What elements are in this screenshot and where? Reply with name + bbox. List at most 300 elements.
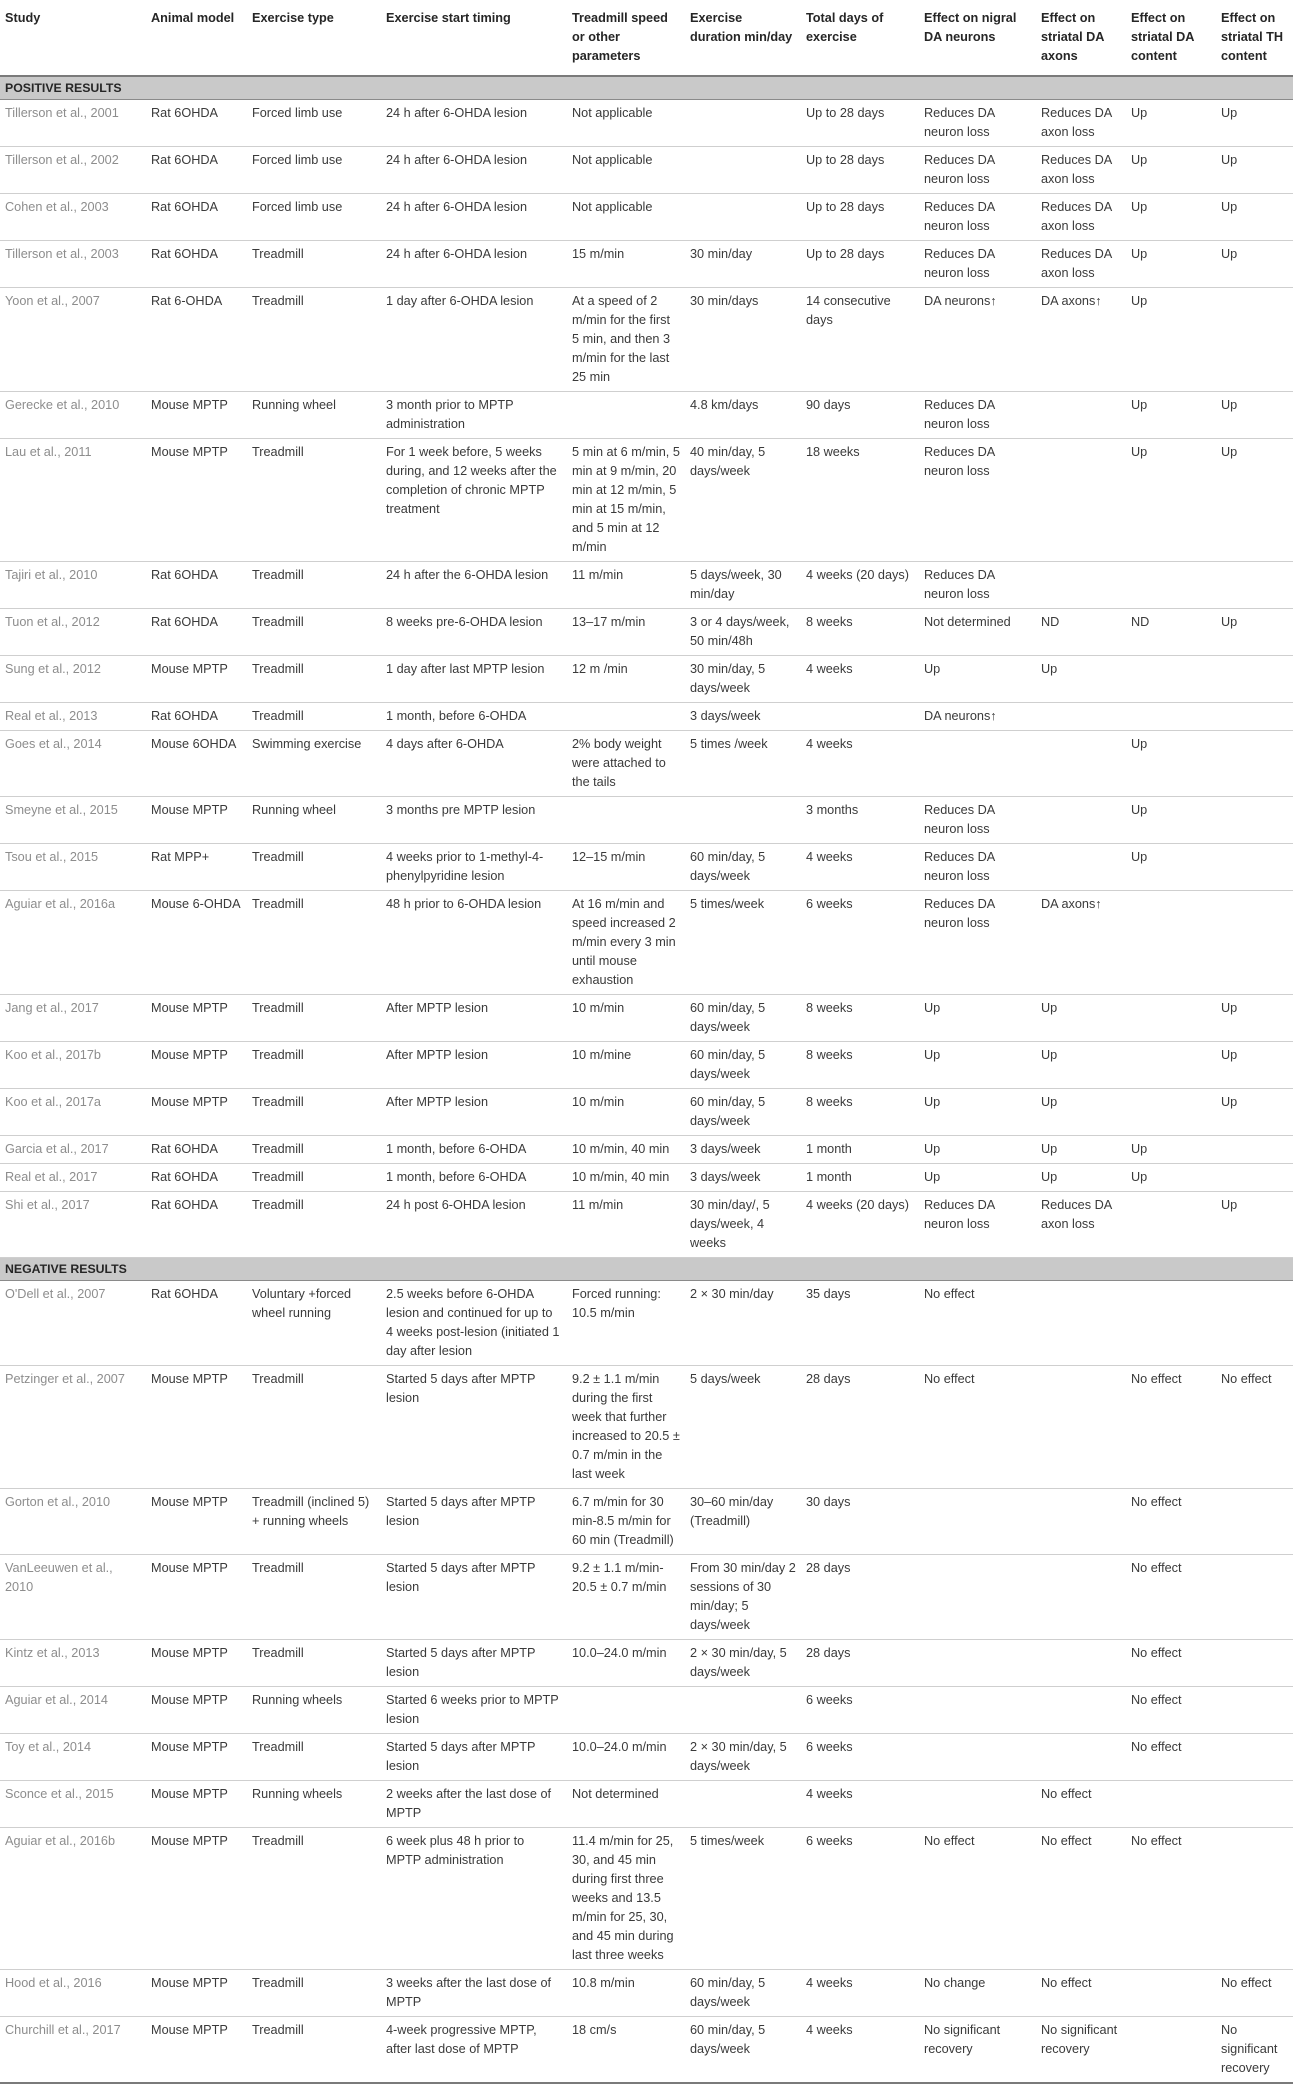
table-cell xyxy=(685,797,801,844)
table-cell xyxy=(1216,1687,1293,1734)
table-cell: 60 min/day, 5 days/week xyxy=(685,1970,801,2017)
table-cell: Up xyxy=(1216,609,1293,656)
table-cell: Reduces DA neuron loss xyxy=(919,241,1036,288)
section-header-row xyxy=(0,1258,1293,1281)
table-cell: Reduces DA axon loss xyxy=(1036,194,1126,241)
table-cell: Started 5 days after MPTP lesion xyxy=(381,1366,567,1489)
table-cell: Up xyxy=(1126,439,1216,562)
table-cell: Mouse MPTP xyxy=(146,1970,247,2017)
table-cell: Up xyxy=(1216,439,1293,562)
table-cell: Mouse MPTP xyxy=(146,1640,247,1687)
table-cell: Up xyxy=(919,1042,1036,1089)
table-cell: 3 days/week xyxy=(685,703,801,731)
table-cell xyxy=(1126,891,1216,995)
table-cell: Gorton et al., 2010 xyxy=(0,1489,146,1555)
table-cell: Mouse MPTP xyxy=(146,797,247,844)
table-cell: 8 weeks xyxy=(801,995,919,1042)
table-cell: For 1 week before, 5 weeks during, and 12 weeks after the completion of chronic MPTP treatment xyxy=(381,439,567,562)
table-row xyxy=(0,1640,1293,1687)
table-cell: 24 h after the 6-OHDA lesion xyxy=(381,562,567,609)
table-cell: Up xyxy=(1126,844,1216,891)
table-cell: Up xyxy=(1126,797,1216,844)
table-cell xyxy=(1126,995,1216,1042)
table-cell xyxy=(919,731,1036,797)
table-cell: No change xyxy=(919,1970,1036,2017)
table-cell xyxy=(1126,1781,1216,1828)
table-cell xyxy=(919,1781,1036,1828)
table-cell: Jang et al., 2017 xyxy=(0,995,146,1042)
section-header-row xyxy=(0,76,1293,100)
table-cell: Goes et al., 2014 xyxy=(0,731,146,797)
table-cell: Treadmill xyxy=(247,288,381,392)
table-cell: Aguiar et al., 2014 xyxy=(0,1687,146,1734)
table-row xyxy=(0,891,1293,995)
table-cell: Up xyxy=(1216,1042,1293,1089)
table-cell: Hood et al., 2016 xyxy=(0,1970,146,2017)
col-header-striatal-th-content: Effect on striatal TH content xyxy=(1216,0,1293,76)
table-cell: No effect xyxy=(919,1828,1036,1970)
table-cell: Up xyxy=(1216,995,1293,1042)
table-cell: Up xyxy=(919,1164,1036,1192)
table-cell: Reduces DA neuron loss xyxy=(919,194,1036,241)
table-cell: Treadmill xyxy=(247,1734,381,1781)
table-cell: Up xyxy=(1216,194,1293,241)
table-cell: 4.8 km/days xyxy=(685,392,801,439)
table-cell: 2.5 weeks before 6-OHDA lesion and continued for up to 4 weeks post-lesion (initiated 1 day after lesion xyxy=(381,1281,567,1366)
table-cell: 30 min/day, 5 days/week xyxy=(685,656,801,703)
table-cell xyxy=(1216,1828,1293,1970)
table-row xyxy=(0,1366,1293,1489)
table-cell: Treadmill xyxy=(247,1164,381,1192)
table-cell: Treadmill xyxy=(247,844,381,891)
table-cell: Reduces DA neuron loss xyxy=(919,562,1036,609)
table-cell: 3 months xyxy=(801,797,919,844)
table-cell: Mouse MPTP xyxy=(146,1366,247,1489)
table-cell: 60 min/day, 5 days/week xyxy=(685,844,801,891)
table-body xyxy=(0,76,1293,2083)
table-cell: 3 or 4 days/week, 50 min/48h xyxy=(685,609,801,656)
table-cell: Rat 6OHDA xyxy=(146,703,247,731)
table-cell: Rat 6-OHDA xyxy=(146,288,247,392)
table-cell: Reduces DA neuron loss xyxy=(919,891,1036,995)
table-cell: Mouse MPTP xyxy=(146,1489,247,1555)
table-cell: 10.0–24.0 m/min xyxy=(567,1640,685,1687)
table-cell: Petzinger et al., 2007 xyxy=(0,1366,146,1489)
table-cell: 4 weeks (20 days) xyxy=(801,1192,919,1258)
table-row xyxy=(0,100,1293,147)
col-header-animal-model: Animal model xyxy=(146,0,247,76)
table-cell: ND xyxy=(1126,609,1216,656)
table-row xyxy=(0,797,1293,844)
table-cell: Toy et al., 2014 xyxy=(0,1734,146,1781)
table-cell: Koo et al., 2017b xyxy=(0,1042,146,1089)
table-cell: Gerecke et al., 2010 xyxy=(0,392,146,439)
table-cell: 18 cm/s xyxy=(567,2017,685,2084)
table-cell: Started 5 days after MPTP lesion xyxy=(381,1555,567,1640)
table-cell xyxy=(919,1640,1036,1687)
table-cell: No effect xyxy=(1036,1828,1126,1970)
table-cell xyxy=(1036,1489,1126,1555)
table-cell: Voluntary +forced wheel running xyxy=(247,1281,381,1366)
table-cell: Not determined xyxy=(567,1781,685,1828)
table-row xyxy=(0,562,1293,609)
table-cell: 6 weeks xyxy=(801,1687,919,1734)
table-cell: 30 min/days xyxy=(685,288,801,392)
table-cell: 5 days/week, 30 min/day xyxy=(685,562,801,609)
table-cell: Treadmill xyxy=(247,1366,381,1489)
table-cell: Reduces DA neuron loss xyxy=(919,439,1036,562)
table-cell: No effect xyxy=(1126,1489,1216,1555)
table-cell: Rat 6OHDA xyxy=(146,147,247,194)
header-row xyxy=(0,0,1293,76)
table-cell: Aguiar et al., 2016b xyxy=(0,1828,146,1970)
table-cell: 4 weeks xyxy=(801,1781,919,1828)
table-cell: 12–15 m/min xyxy=(567,844,685,891)
table-cell: 11.4 m/min for 25, 30, and 45 min during first three weeks and 13.5 m/min for 25, 30, and 45 min during last three weeks xyxy=(567,1828,685,1970)
table-cell: Up xyxy=(919,1136,1036,1164)
table-cell: 5 days/week xyxy=(685,1366,801,1489)
table-cell: Mouse MPTP xyxy=(146,392,247,439)
table-row xyxy=(0,2017,1293,2084)
table-cell xyxy=(1216,731,1293,797)
table-cell: 9.2 ± 1.1 m/min-20.5 ± 0.7 m/min xyxy=(567,1555,685,1640)
table-cell: Treadmill xyxy=(247,1828,381,1970)
table-cell: 10 m/min, 40 min xyxy=(567,1136,685,1164)
table-cell: Treadmill xyxy=(247,891,381,995)
table-cell: Rat 6OHDA xyxy=(146,100,247,147)
table-cell xyxy=(919,1555,1036,1640)
table-cell: Mouse MPTP xyxy=(146,1555,247,1640)
table-cell: 3 days/week xyxy=(685,1136,801,1164)
table-cell: 30 min/day/, 5 days/week, 4 weeks xyxy=(685,1192,801,1258)
table-row xyxy=(0,1489,1293,1555)
table-cell: 28 days xyxy=(801,1640,919,1687)
table-cell: Treadmill xyxy=(247,1970,381,2017)
table-cell xyxy=(1126,562,1216,609)
col-header-striatal-da-axons: Effect on striatal DA axons xyxy=(1036,0,1126,76)
table-cell: Reduces DA neuron loss xyxy=(919,844,1036,891)
table-cell: 5 times/week xyxy=(685,1828,801,1970)
table-row xyxy=(0,703,1293,731)
section-title: POSITIVE RESULTS xyxy=(0,76,1293,100)
table-cell xyxy=(1126,1042,1216,1089)
table-cell: 6 weeks xyxy=(801,1734,919,1781)
table-cell: At 16 m/min and speed increased 2 m/min every 3 min until mouse exhaustion xyxy=(567,891,685,995)
table-cell: No significant recovery xyxy=(1036,2017,1126,2084)
table-cell: Up xyxy=(1036,995,1126,1042)
table-cell: Mouse MPTP xyxy=(146,1042,247,1089)
table-row xyxy=(0,1281,1293,1366)
table-cell: Garcia et al., 2017 xyxy=(0,1136,146,1164)
table-cell: Started 5 days after MPTP lesion xyxy=(381,1489,567,1555)
table-cell: No significant recovery xyxy=(1216,2017,1293,2084)
table-cell: Lau et al., 2011 xyxy=(0,439,146,562)
table-cell: Mouse MPTP xyxy=(146,995,247,1042)
table-cell: Running wheels xyxy=(247,1687,381,1734)
col-header-nigral-da-neurons: Effect on nigral DA neurons xyxy=(919,0,1036,76)
table-cell: No significant recovery xyxy=(919,2017,1036,2084)
table-cell xyxy=(1216,1164,1293,1192)
table-cell xyxy=(567,392,685,439)
table-cell: 24 h after 6-OHDA lesion xyxy=(381,194,567,241)
table-cell: No effect xyxy=(1126,1366,1216,1489)
table-cell: 40 min/day, 5 days/week xyxy=(685,439,801,562)
table-cell xyxy=(1216,562,1293,609)
table-cell: Treadmill xyxy=(247,2017,381,2084)
table-cell: Mouse MPTP xyxy=(146,1089,247,1136)
table-cell: 4 weeks prior to 1-methyl-4-phenylpyridine lesion xyxy=(381,844,567,891)
table-cell: Up xyxy=(1216,147,1293,194)
table-cell: Up xyxy=(1036,656,1126,703)
table-cell: Cohen et al., 2003 xyxy=(0,194,146,241)
table-cell: Up xyxy=(1036,1089,1126,1136)
table-cell: Up xyxy=(1126,392,1216,439)
table-cell: Up xyxy=(1216,100,1293,147)
table-cell: Tillerson et al., 2001 xyxy=(0,100,146,147)
table-cell: 1 day after 6-OHDA lesion xyxy=(381,288,567,392)
table-cell: Forced running: 10.5 m/min xyxy=(567,1281,685,1366)
table-row xyxy=(0,147,1293,194)
table-cell xyxy=(1126,656,1216,703)
table-cell xyxy=(1036,1281,1126,1366)
table-cell: 11 m/min xyxy=(567,562,685,609)
table-row xyxy=(0,288,1293,392)
table-cell: Treadmill xyxy=(247,609,381,656)
table-cell: Treadmill xyxy=(247,1042,381,1089)
table-row xyxy=(0,1042,1293,1089)
table-cell: Reduces DA neuron loss xyxy=(919,100,1036,147)
table-cell xyxy=(1126,1089,1216,1136)
table-cell: Tuon et al., 2012 xyxy=(0,609,146,656)
table-cell: Aguiar et al., 2016a xyxy=(0,891,146,995)
table-cell: 1 month xyxy=(801,1164,919,1192)
table-cell xyxy=(567,703,685,731)
table-cell: Churchill et al., 2017 xyxy=(0,2017,146,2084)
table-cell xyxy=(1216,844,1293,891)
table-cell: Treadmill xyxy=(247,995,381,1042)
table-cell: Mouse MPTP xyxy=(146,1781,247,1828)
table-cell: At a speed of 2 m/min for the first 5 min, and then 3 m/min for the last 25 min xyxy=(567,288,685,392)
table-cell: 3 days/week xyxy=(685,1164,801,1192)
table-cell: 24 h after 6-OHDA lesion xyxy=(381,147,567,194)
col-header-study: Study xyxy=(0,0,146,76)
table-cell: Treadmill xyxy=(247,241,381,288)
table-cell: 11 m/min xyxy=(567,1192,685,1258)
table-cell: Rat 6OHDA xyxy=(146,1164,247,1192)
table-cell xyxy=(1216,1555,1293,1640)
table-cell: Treadmill xyxy=(247,562,381,609)
table-cell: ND xyxy=(1036,609,1126,656)
table-cell xyxy=(685,1687,801,1734)
table-cell xyxy=(1036,1366,1126,1489)
table-cell: 13–17 m/min xyxy=(567,609,685,656)
table-cell: Started 6 weeks prior to MPTP lesion xyxy=(381,1687,567,1734)
table-cell: 10 m/min xyxy=(567,1089,685,1136)
table-cell xyxy=(1036,731,1126,797)
table-cell xyxy=(1126,1281,1216,1366)
table-cell: 3 month prior to MPTP administration xyxy=(381,392,567,439)
table-row xyxy=(0,1164,1293,1192)
table-cell: DA axons↑ xyxy=(1036,891,1126,995)
table-cell xyxy=(1036,1555,1126,1640)
table-cell: DA neurons↑ xyxy=(919,703,1036,731)
table-cell: 24 h after 6-OHDA lesion xyxy=(381,100,567,147)
table-cell: Not applicable xyxy=(567,100,685,147)
table-row xyxy=(0,1781,1293,1828)
table-cell xyxy=(1126,703,1216,731)
table-cell xyxy=(567,1687,685,1734)
table-cell xyxy=(1216,656,1293,703)
table-cell: Up to 28 days xyxy=(801,100,919,147)
table-cell: Rat 6OHDA xyxy=(146,1136,247,1164)
table-cell: Up xyxy=(1126,100,1216,147)
table-cell xyxy=(685,147,801,194)
table-cell: 8 weeks pre-6-OHDA lesion xyxy=(381,609,567,656)
table-cell: Mouse 6OHDA xyxy=(146,731,247,797)
table-cell: 30 min/day xyxy=(685,241,801,288)
table-cell: Up to 28 days xyxy=(801,194,919,241)
table-cell: Rat 6OHDA xyxy=(146,1281,247,1366)
table-cell: Mouse MPTP xyxy=(146,1687,247,1734)
table-cell: Up xyxy=(1126,1136,1216,1164)
table-cell: No effect xyxy=(919,1366,1036,1489)
table-cell xyxy=(1036,844,1126,891)
table-cell: 4 weeks (20 days) xyxy=(801,562,919,609)
table-cell: Rat MPP+ xyxy=(146,844,247,891)
table-cell: 15 m/min xyxy=(567,241,685,288)
col-header-start-timing: Exercise start timing xyxy=(381,0,567,76)
table-cell xyxy=(1036,439,1126,562)
table-cell: 10 m/min, 40 min xyxy=(567,1164,685,1192)
table-cell: Mouse 6-OHDA xyxy=(146,891,247,995)
table-cell: No effect xyxy=(1126,1640,1216,1687)
table-cell: 24 h post 6-OHDA lesion xyxy=(381,1192,567,1258)
table-row xyxy=(0,844,1293,891)
table-cell: 90 days xyxy=(801,392,919,439)
table-cell: Treadmill xyxy=(247,1089,381,1136)
table-cell: 4 weeks xyxy=(801,1970,919,2017)
table-cell: Up xyxy=(1036,1042,1126,1089)
table-cell: Rat 6OHDA xyxy=(146,194,247,241)
table-cell: 9.2 ± 1.1 m/min during the first week that further increased to 20.5 ± 0.7 m/min in the last week xyxy=(567,1366,685,1489)
table-cell: Shi et al., 2017 xyxy=(0,1192,146,1258)
table-cell: From 30 min/day 2 sessions of 30 min/day; 5 days/week xyxy=(685,1555,801,1640)
table-cell: Up to 28 days xyxy=(801,147,919,194)
table-row xyxy=(0,1555,1293,1640)
table-cell xyxy=(1036,703,1126,731)
table-cell: Kintz et al., 2013 xyxy=(0,1640,146,1687)
table-cell: Up to 28 days xyxy=(801,241,919,288)
table-row xyxy=(0,439,1293,562)
table-cell: 2% body weight were attached to the tails xyxy=(567,731,685,797)
table-cell xyxy=(1036,1640,1126,1687)
table-row xyxy=(0,241,1293,288)
table-cell: Mouse MPTP xyxy=(146,1734,247,1781)
table-cell: Rat 6OHDA xyxy=(146,1192,247,1258)
table-cell xyxy=(801,703,919,731)
table-cell: Started 5 days after MPTP lesion xyxy=(381,1734,567,1781)
table-cell: O'Dell et al., 2007 xyxy=(0,1281,146,1366)
table-cell: No effect xyxy=(1036,1970,1126,2017)
table-cell: Up xyxy=(1126,731,1216,797)
table-cell: Mouse MPTP xyxy=(146,2017,247,2084)
table-cell: No effect xyxy=(1216,1970,1293,2017)
table-cell: No effect xyxy=(1126,1734,1216,1781)
table-cell xyxy=(1126,1192,1216,1258)
table-cell xyxy=(685,100,801,147)
table-cell: 6 weeks xyxy=(801,1828,919,1970)
table-cell: Reduces DA axon loss xyxy=(1036,100,1126,147)
table-cell xyxy=(685,1781,801,1828)
table-row xyxy=(0,1089,1293,1136)
table-cell: Treadmill xyxy=(247,1555,381,1640)
table-cell: Treadmill xyxy=(247,1136,381,1164)
table-cell: Up xyxy=(1216,392,1293,439)
table-row xyxy=(0,1687,1293,1734)
table-cell xyxy=(1036,1687,1126,1734)
table-cell: 8 weeks xyxy=(801,1089,919,1136)
table-cell: Up xyxy=(1216,241,1293,288)
table-cell xyxy=(1216,288,1293,392)
table-cell: 10 m/min xyxy=(567,995,685,1042)
table-cell xyxy=(919,1687,1036,1734)
table-cell: No effect xyxy=(1126,1828,1216,1970)
table-cell: Up xyxy=(1126,1164,1216,1192)
table-cell: Not applicable xyxy=(567,147,685,194)
table-cell: No effect xyxy=(919,1281,1036,1366)
table-row xyxy=(0,656,1293,703)
table-cell: Tsou et al., 2015 xyxy=(0,844,146,891)
table-cell: Up xyxy=(919,995,1036,1042)
table-cell: 4 weeks xyxy=(801,2017,919,2084)
table-cell: Running wheel xyxy=(247,797,381,844)
table-cell: Started 5 days after MPTP lesion xyxy=(381,1640,567,1687)
table-cell xyxy=(1036,392,1126,439)
table-cell: Reduces DA axon loss xyxy=(1036,1192,1126,1258)
table-cell: 35 days xyxy=(801,1281,919,1366)
table-cell: 60 min/day, 5 days/week xyxy=(685,1042,801,1089)
table-cell: Sconce et al., 2015 xyxy=(0,1781,146,1828)
table-cell xyxy=(1126,1970,1216,2017)
table-cell xyxy=(919,1489,1036,1555)
table-cell: 12 m /min xyxy=(567,656,685,703)
table-cell: Tillerson et al., 2003 xyxy=(0,241,146,288)
table-cell: Reduces DA axon loss xyxy=(1036,241,1126,288)
table-cell: Rat 6OHDA xyxy=(146,241,247,288)
table-row xyxy=(0,1136,1293,1164)
table-row xyxy=(0,609,1293,656)
table-cell: 4 weeks xyxy=(801,844,919,891)
table-cell xyxy=(1216,703,1293,731)
table-cell: No effect xyxy=(1036,1781,1126,1828)
table-cell: Up xyxy=(919,656,1036,703)
table-cell xyxy=(685,194,801,241)
table-cell: 8 weeks xyxy=(801,609,919,656)
table-cell: 60 min/day, 5 days/week xyxy=(685,995,801,1042)
table-cell: 1 month, before 6-OHDA xyxy=(381,1164,567,1192)
table-cell: 4 weeks xyxy=(801,731,919,797)
table-cell: Treadmill xyxy=(247,1192,381,1258)
table-cell: 1 month, before 6-OHDA xyxy=(381,703,567,731)
table-cell: 2 × 30 min/day, 5 days/week xyxy=(685,1734,801,1781)
table-cell: 10 m/mine xyxy=(567,1042,685,1089)
table-cell: Up xyxy=(1126,147,1216,194)
table-row xyxy=(0,1734,1293,1781)
table-cell: Reduces DA neuron loss xyxy=(919,392,1036,439)
table-cell: Tajiri et al., 2010 xyxy=(0,562,146,609)
table-cell: Forced limb use xyxy=(247,194,381,241)
col-header-exercise-type: Exercise type xyxy=(247,0,381,76)
